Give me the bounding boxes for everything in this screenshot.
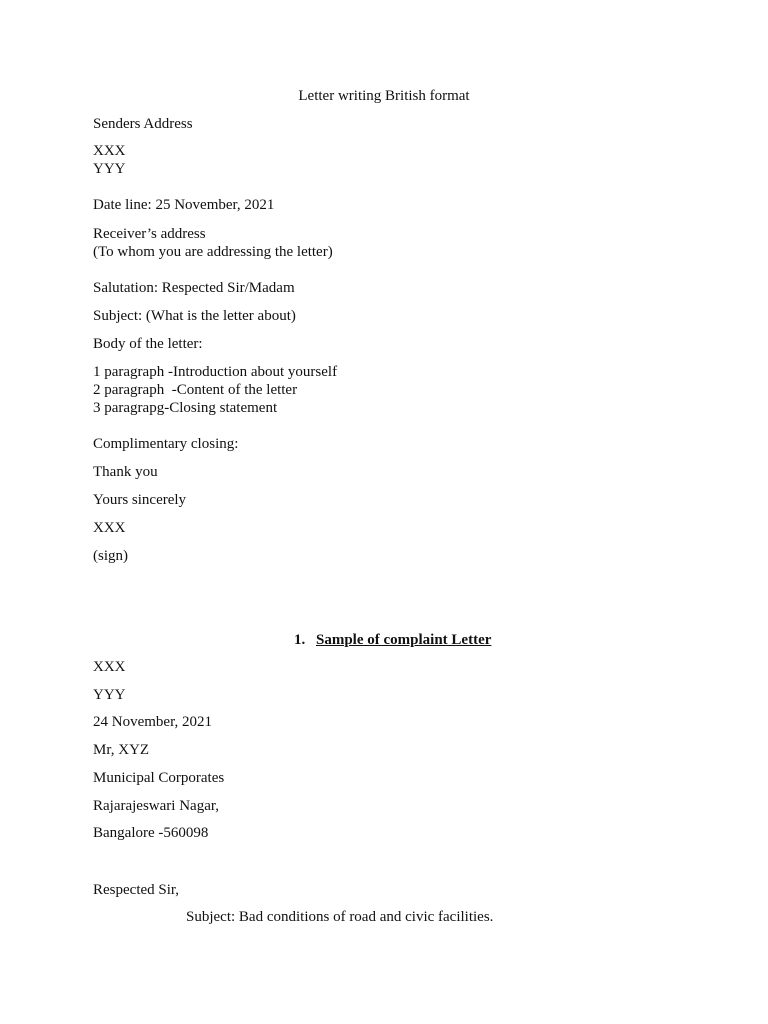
date-line: Date line: 25 November, 2021 xyxy=(93,197,275,213)
thank-you-line: Thank you xyxy=(93,464,158,480)
sample-sender-line-2: YYY xyxy=(93,687,126,703)
sample-recipient-area: Rajarajeswari Nagar, xyxy=(93,798,219,814)
sample-heading-title: Sample of complaint Letter xyxy=(316,632,492,648)
sample-sender-line-1: XXX xyxy=(93,659,126,675)
paragraph-item: 2 paragraph -Content of the letter xyxy=(93,382,298,398)
subject-line: Subject: (What is the letter about) xyxy=(93,308,296,324)
yours-sincerely-line: Yours sincerely xyxy=(93,492,187,508)
sample-subject: Subject: Bad conditions of road and civic facilities. xyxy=(186,909,494,925)
senders-address-label: Senders Address xyxy=(93,116,193,132)
sign-line: (sign) xyxy=(93,548,128,564)
salutation-line: Salutation: Respected Sir/Madam xyxy=(93,280,295,296)
paragraph-item: 3 paragrapg-Closing statement xyxy=(93,400,278,416)
sample-salutation: Respected Sir, xyxy=(93,882,180,898)
receiver-address-note: (To whom you are addressing the letter) xyxy=(93,244,333,260)
sender-line-1: XXX xyxy=(93,143,126,159)
receiver-address-label: Receiver’s address xyxy=(93,226,206,242)
sender-line-2: YYY xyxy=(93,161,126,177)
sample-date: 24 November, 2021 xyxy=(93,714,212,730)
complimentary-closing-label: Complimentary closing: xyxy=(93,436,239,452)
body-label: Body of the letter: xyxy=(93,336,203,352)
sample-heading xyxy=(294,631,491,649)
sample-recipient-name: Mr, XYZ xyxy=(93,742,150,758)
sample-heading-number: 1. xyxy=(294,632,306,648)
paragraph-item: 1 paragraph -Introduction about yourself xyxy=(93,364,338,380)
document-title: Letter writing British format xyxy=(298,88,470,104)
sample-recipient-org: Municipal Corporates xyxy=(93,770,225,786)
sender-name-line: XXX xyxy=(93,520,126,536)
sample-recipient-city: Bangalore -560098 xyxy=(93,825,209,841)
